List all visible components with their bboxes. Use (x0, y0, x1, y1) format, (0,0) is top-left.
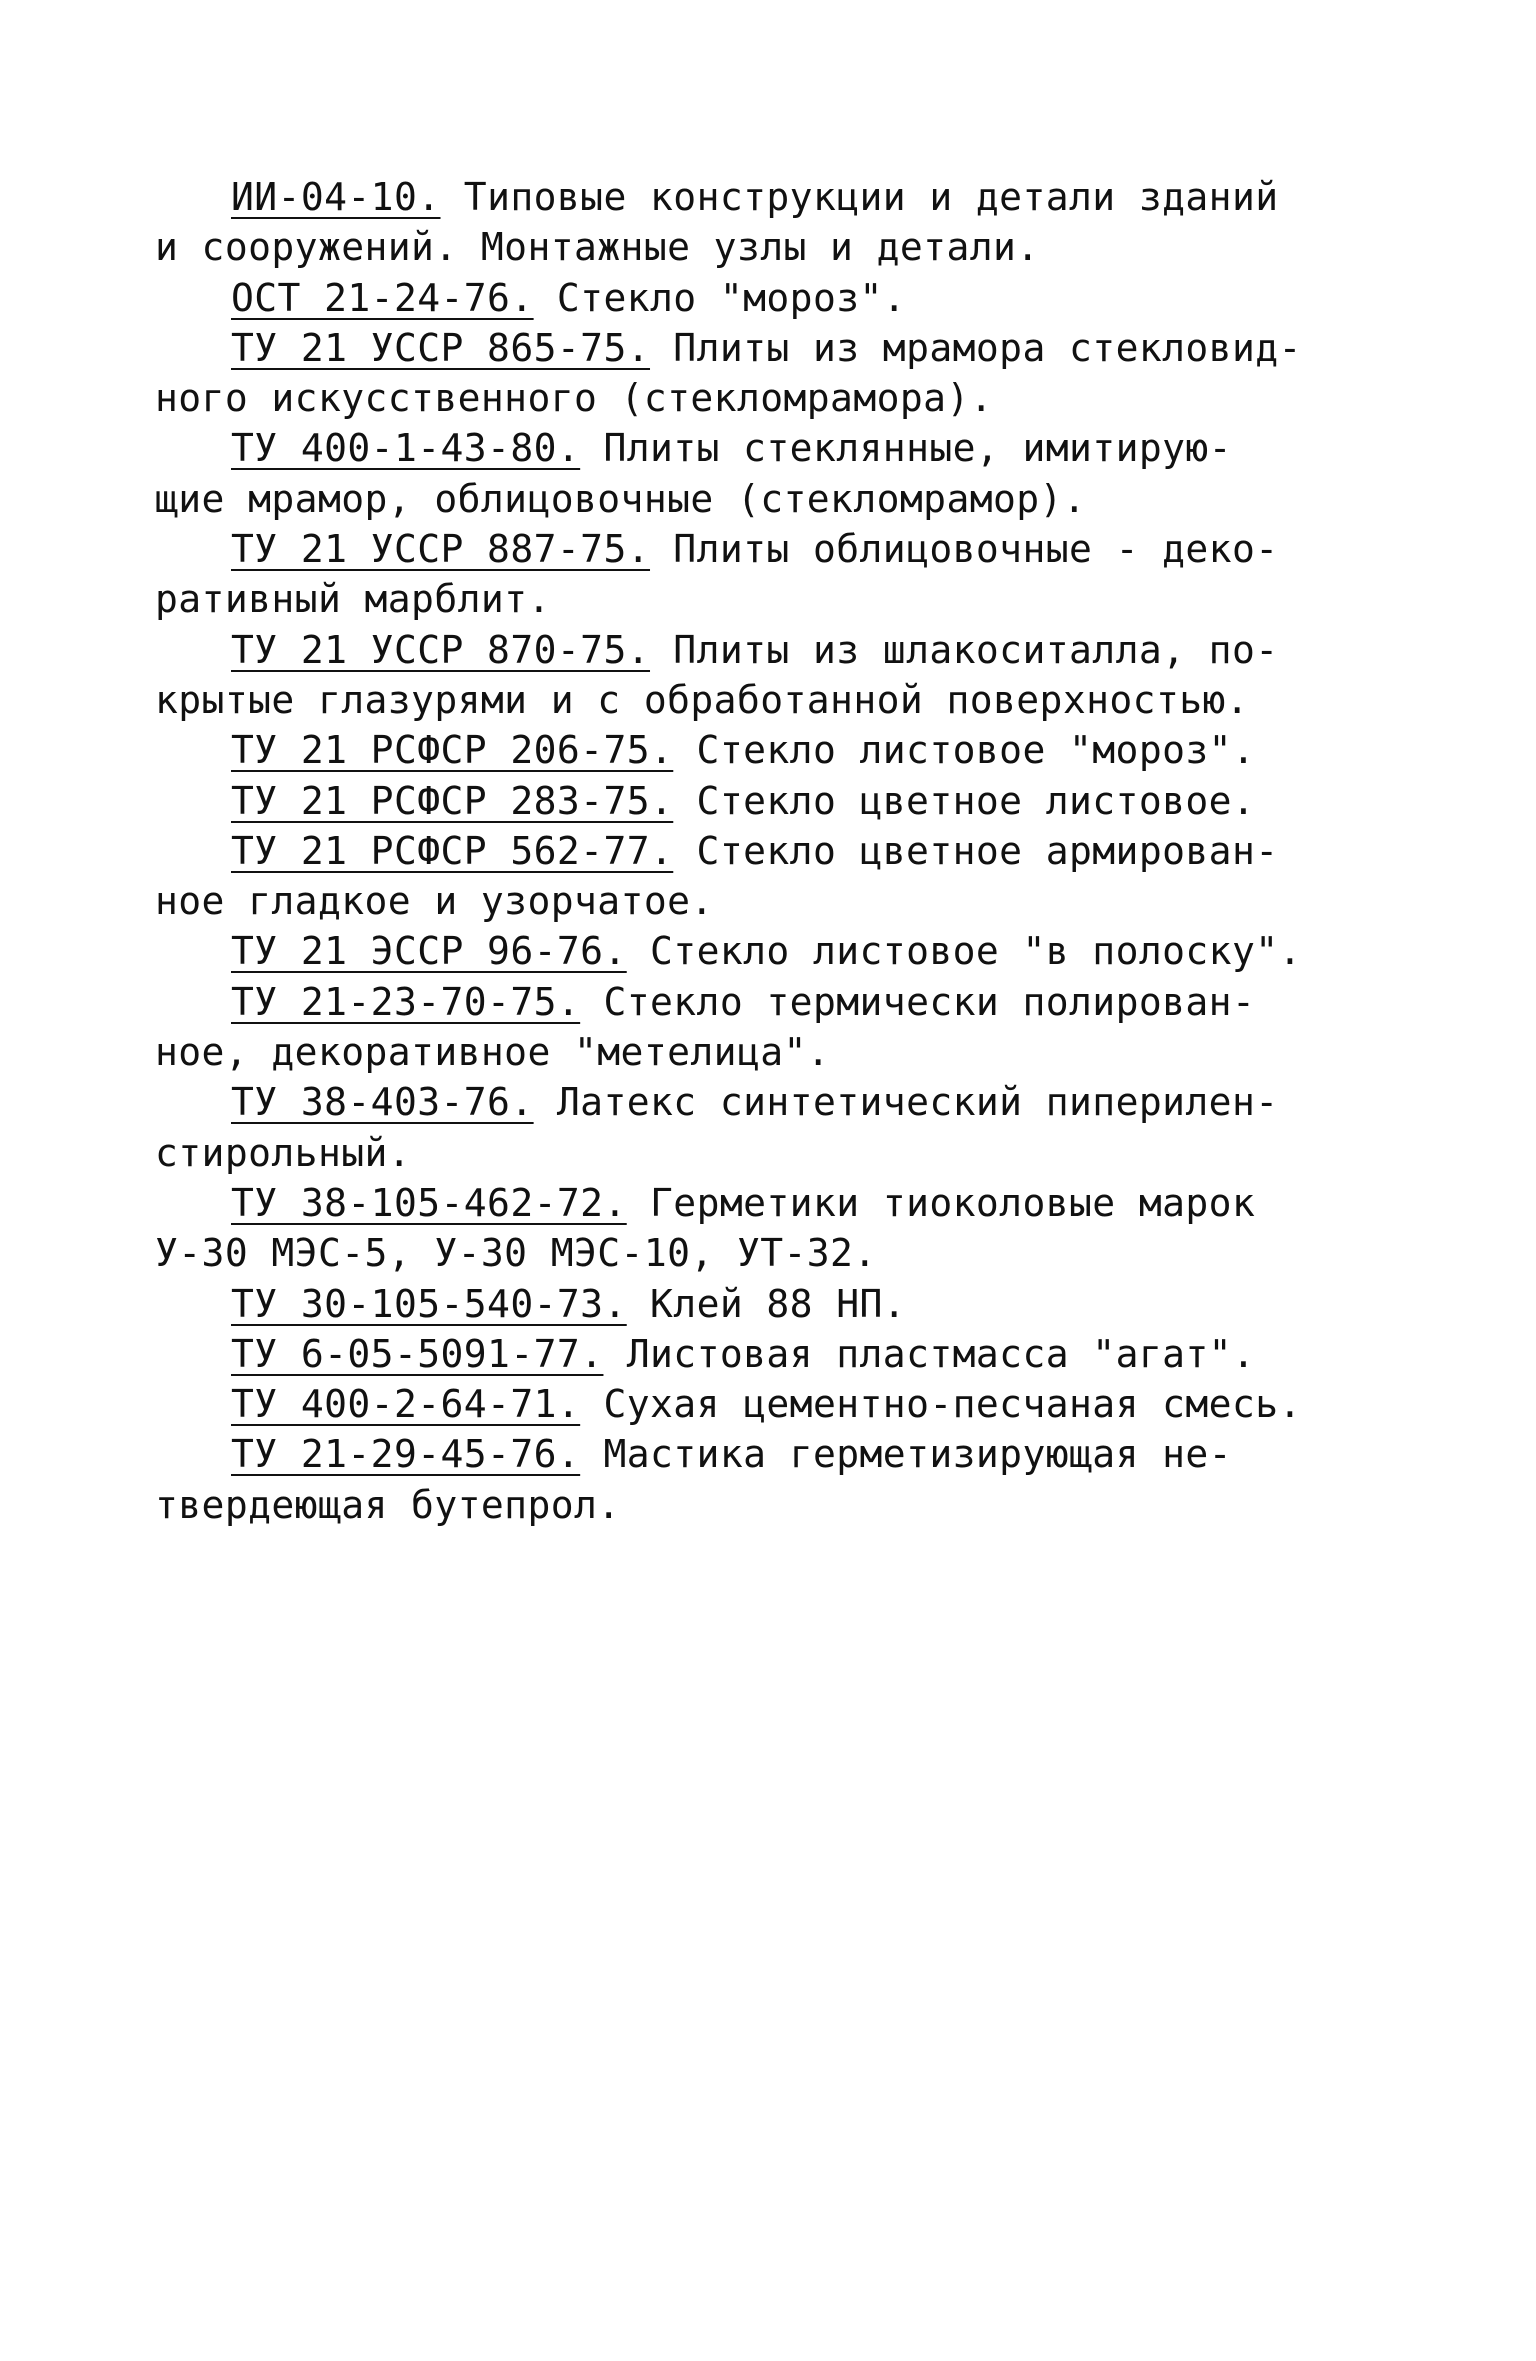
standard-description: Плиты из мрамора стекловид- (650, 325, 1302, 370)
standard-description: Плиты из шлакоситалла, по- (650, 627, 1279, 672)
standard-code: ТУ 400-1-43-80. (231, 426, 581, 471)
reference-entry (155, 826, 1405, 876)
reference-entry-continuation: и сооружений. Монтажные узлы и детали. (155, 225, 1040, 270)
standard-code: ОСТ 21-24-76. (231, 275, 534, 320)
reference-entry-continuation: крытые глазурями и с обработанной поверхностью. (155, 677, 1250, 722)
standard-description: Стекло цветное армирован- (673, 828, 1279, 873)
reference-entry (155, 625, 1405, 675)
reference-entry (155, 172, 1405, 222)
reference-entry-continuation: стирольный. (155, 1130, 412, 1175)
reference-entry (155, 1379, 1405, 1429)
standard-code: ИИ-04-10. (231, 175, 441, 219)
reference-entry-continuation: щие мрамор, облицовочные (стекломрамор). (155, 476, 1087, 521)
standard-code: ТУ 38-403-76. (231, 1080, 534, 1125)
standard-description: Латекс синтетический пиперилен- (533, 1080, 1279, 1125)
standard-code: ТУ 6-05-5091-77. (231, 1331, 604, 1376)
standard-description: Стекло "мороз". (533, 275, 907, 320)
reference-entry (155, 323, 1405, 373)
reference-entry (155, 1429, 1405, 1479)
standard-description: Стекло листовое "мороз". (673, 728, 1256, 773)
standard-code: ТУ 21-23-70-75. (231, 979, 581, 1024)
standard-code: ТУ 21 УССР 887-75. (231, 527, 651, 572)
standard-code: ТУ 400-2-64-71. (231, 1382, 581, 1427)
standard-description: Типовые конструкции и детали зданий (440, 175, 1279, 219)
standard-code: ТУ 21 ЭССР 96-76. (231, 929, 627, 974)
standard-description: Стекло цветное листовое. (673, 778, 1256, 823)
reference-entry (155, 273, 1405, 323)
reference-entry (155, 1077, 1405, 1127)
reference-entry (155, 524, 1405, 574)
reference-entry-continuation: ное гладкое и узорчатое. (155, 879, 714, 924)
standard-code: ТУ 21 РСФСР 283-75. (231, 778, 674, 823)
reference-entry-continuation: ное, декоративное "метелица". (155, 1030, 831, 1075)
reference-entry (155, 926, 1405, 976)
standard-code: ТУ 21 РСФСР 562-77. (231, 828, 674, 873)
reference-entry-continuation: ративный марблит. (155, 577, 551, 622)
reference-entry-continuation: твердеющая бутепрол. (155, 1482, 621, 1527)
standard-description: Клей 88 НП. (626, 1281, 907, 1326)
reference-entry (155, 1178, 1405, 1228)
standard-code: ТУ 21 РСФСР 206-75. (231, 728, 674, 773)
standard-description: Листовая пластмасса "агат". (603, 1331, 1256, 1376)
reference-entry (155, 776, 1405, 826)
standard-code: ТУ 38-105-462-72. (231, 1180, 627, 1225)
standard-description: Стекло термически полирован- (580, 979, 1256, 1024)
standard-description: Герметики тиоколовые марок (626, 1180, 1256, 1225)
standard-description: Плиты облицовочные - деко- (650, 527, 1279, 572)
standard-code: ТУ 30-105-540-73. (231, 1281, 627, 1326)
standards-reference-list (155, 172, 1405, 1530)
standard-description: Сухая цементно-песчаная смесь. (580, 1382, 1302, 1427)
reference-entry (155, 977, 1405, 1027)
reference-entry (155, 1279, 1405, 1329)
reference-entry (155, 1329, 1405, 1379)
standard-description: Мастика герметизирующая не- (580, 1432, 1232, 1477)
standard-code: ТУ 21-29-45-76. (231, 1432, 581, 1477)
standard-code: ТУ 21 УССР 870-75. (231, 627, 651, 672)
reference-entry (155, 725, 1405, 775)
standard-description: Стекло листовое "в полоску". (626, 929, 1302, 974)
reference-entry-continuation: У-30 МЭС-5, У-30 МЭС-10, УТ-32. (155, 1231, 877, 1276)
standard-code: ТУ 21 УССР 865-75. (231, 325, 651, 370)
reference-entry-continuation: ного искусственного (стекломрамора). (155, 376, 994, 421)
standard-description: Плиты стеклянные, имитирую- (580, 426, 1232, 471)
reference-entry (155, 423, 1405, 473)
